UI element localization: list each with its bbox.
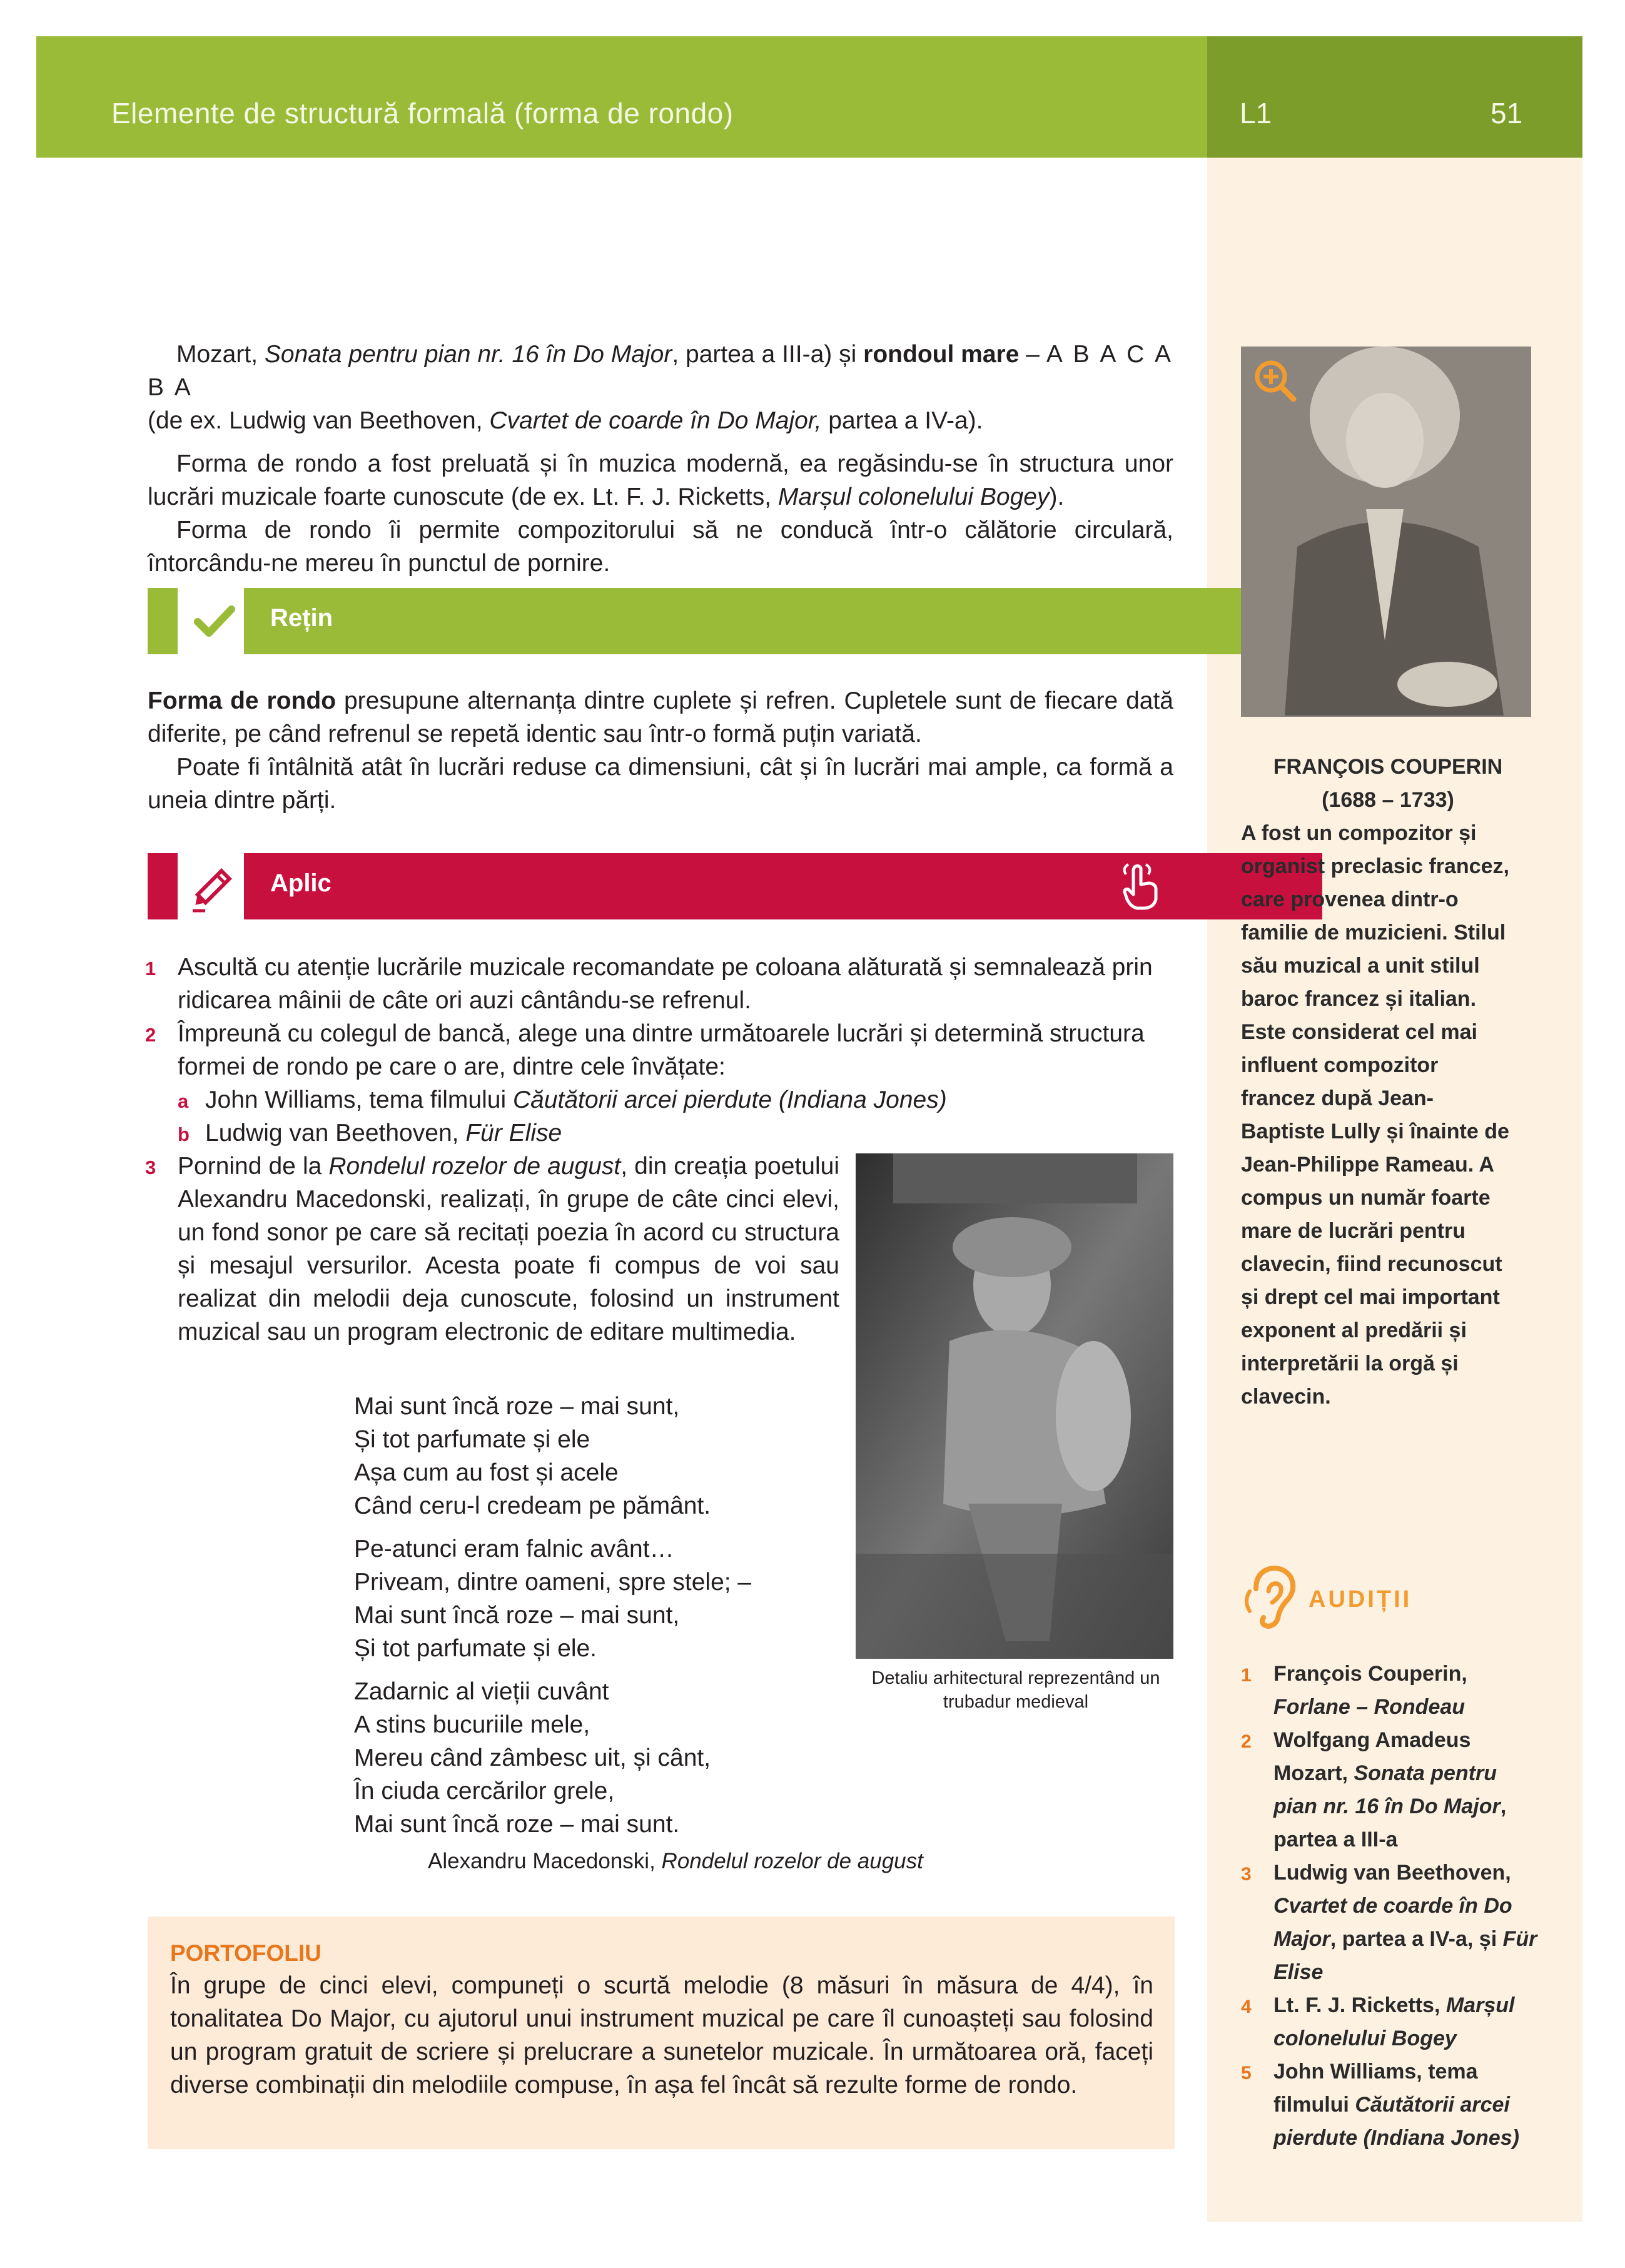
aplic-list	[145, 951, 1177, 1150]
list-item: 3 Ludwig van Beethoven, Cvartet de coarde în Do Major, partea a IV-a, și Für Elise	[1241, 1861, 1537, 1984]
aplic-list-3	[145, 1150, 839, 1349]
troubadour-photo	[856, 1153, 1173, 1659]
list-item: 3 Pornind de la Rondelul rozelor de august, din creația poetului Alexandru Macedonski, realizați, în grupe de câte cinci elevi, un fond sonor pe care să recitați poezia în acord cu structura și mesajul versurilor. Acesta poate fi compus de voi sau realizat din melodii deja cunoscute, folosind un instrument muzical sau un program electronic de editare multimedia.	[145, 1153, 839, 1345]
composer-description: A fost un compozitor și organist preclasic francez, care provenea dintr-o familie de muzicieni. Stilul său muzical a unit stilul baroc francez și italian. Este considerat cel mai influent compozitor francez după Jean-Baptiste Lully și înainte de Jean-Philippe Rameau. A compus un număr foarte mare de lucrări pentru clavecin, fiind recunoscut și drept cel mai important exponent al predării și interpretării la orgă și clavecin.	[1241, 821, 1509, 1409]
intro-paragraph-3: Forma de rondo îi permite compozitorului să ne conducă într-o călătorie circulară, întorcându-ne mereu în punctul de pornire.	[148, 517, 1173, 577]
auditii-title: AUDIȚII	[1309, 1586, 1412, 1612]
intro-text	[148, 338, 1173, 580]
list-item: 2 Împreună cu colegul de bancă, alege una dintre următoarele lucrări și determină structura formei de rondo pe care o are, dintre cele învățate:	[145, 1020, 1145, 1080]
poem	[354, 1390, 917, 1851]
page-title: Elemente de structură formală (forma de rondo)	[111, 97, 734, 129]
page-number: 51	[1491, 97, 1523, 129]
portfolio-box	[148, 1916, 1175, 2149]
composer-years: (1688 – 1733)	[1322, 788, 1454, 812]
portfolio-text: În grupe de cinci elevi, compuneți o scurtă melodie (8 măsuri în măsura de 4/4), în tonalitatea Do Major, cu ajutorul unui instrument muzical pe care îl cunoașteți sau folosind un program gratuit de scriere și prelucrare a sunetelor muzicale. În următoarea oră, faceți diverse combinații din melodiile compuse, în așa fel încât să rezulte forme de rondo.	[170, 1972, 1153, 2098]
checkmark-icon	[184, 588, 244, 654]
auditii-list	[1241, 1658, 1541, 2155]
lesson-label: L1	[1240, 97, 1272, 129]
pointing-hand-icon	[1116, 862, 1166, 912]
poem-stanza-3: Zadarnic al vieții cuvânt A stins bucuriile mele, Mereu când zâmbesc uit, și cânt, În ciuda cercărilor grele, Mai sunt încă roze – mai sunt.	[354, 1678, 711, 1838]
photo-caption: Detaliu arhitectural reprezentând un trubadur medieval	[871, 1668, 1160, 1712]
couperin-portrait	[1241, 347, 1531, 717]
pencil-icon	[184, 853, 244, 919]
sub-list-item: a John Williams, tema filmului Căutătorii arcei pierdute (Indiana Jones)	[178, 1086, 947, 1113]
couperin-bio	[1241, 751, 1535, 1414]
list-item: 5 John Williams, tema filmului Căutătorii arcei pierdute (Indiana Jones)	[1241, 2060, 1519, 2150]
composer-name: FRANÇOIS COUPERIN	[1273, 755, 1503, 779]
intro-paragraph-1: Mozart, Sonata pentru pian nr. 16 în Do Major, partea a III-a) și rondoul mare – A B A C A B A (de ex. Ludwig van Beethoven, Cvartet de coarde în Do Major, partea a IV-a).	[148, 341, 1173, 434]
list-item: 1 François Couperin, Forlane – Rondeau	[1241, 1662, 1467, 1719]
poem-source: Alexandru Macedonski, Rondelul rozelor de august	[428, 1849, 923, 1873]
list-item: 2 Wolfgang Amadeus Mozart, Sonata pentru pian nr. 16 în Do Major, partea a III-a	[1241, 1728, 1507, 1851]
poem-stanza-2: Pe-atunci eram falnic avânt… Priveam, dintre oameni, spre stele; – Mai sunt încă roze – mai sunt, Și tot parfumate și ele.	[354, 1536, 752, 1662]
aplic-title: Aplic	[270, 869, 332, 897]
ear-icon	[1241, 1564, 1301, 1636]
zoom-in-icon	[1250, 355, 1300, 405]
sub-list-item: b Ludwig van Beethoven, Für Elise	[178, 1120, 562, 1147]
retin-paragraph-2: Poate fi întâlnită atât în lucrări reduse ca dimensiuni, cât și în lucrări mai ample, ca formă a uneia dintre părți.	[148, 754, 1173, 814]
intro-paragraph-2: Forma de rondo a fost preluată și în muzica modernă, ea regăsindu-se în structura unor lucrări muzicale foarte cunoscute (de ex. Lt. F. J. Ricketts, Marșul colonelului Bogey).	[148, 450, 1173, 510]
retin-title: Rețin	[270, 604, 333, 632]
list-item: 4 Lt. F. J. Ricketts, Marșul colonelului Bogey	[1241, 1993, 1515, 2050]
poem-stanza-1: Mai sunt încă roze – mai sunt, Și tot parfumate și ele Așa cum au fost și acele Când ceru-l credeam pe pământ.	[354, 1393, 711, 1519]
retin-text	[148, 684, 1173, 817]
retin-paragraph-1: Forma de rondo presupune alternanța dintre cuplete și refren. Cupletele sunt de fiecare dată diferite, pe când refrenul se repetă identic sau într-o formă puțin variată.	[148, 687, 1173, 747]
list-item: 1 Ascultă cu atenție lucrările muzicale recomandate pe coloana alăturată și semnalează prin ridicarea mâinii de câte ori auzi cântându-se refrenul.	[145, 954, 1153, 1014]
portfolio-title: PORTOFOLIU	[170, 1940, 321, 1966]
